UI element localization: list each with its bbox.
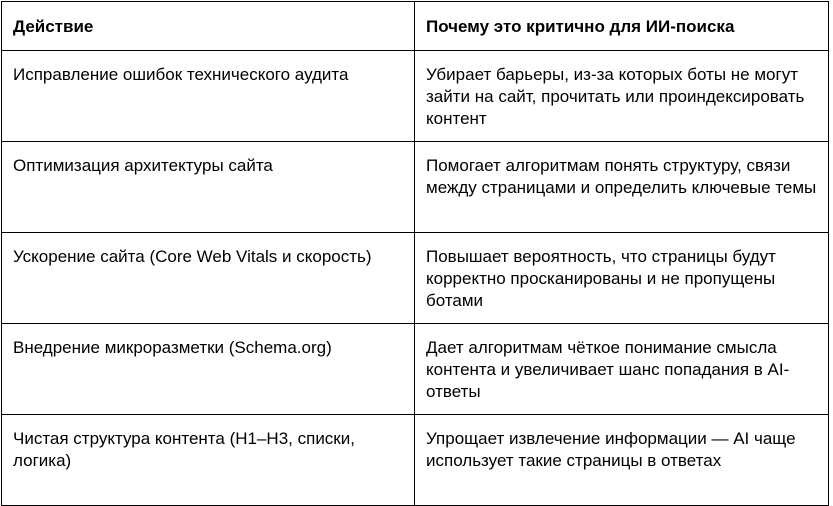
cell-action: Исправление ошибок технического аудита — [2, 51, 415, 142]
cell-reason: Упрощает извлечение информации — AI чаще использует такие страницы в ответах — [415, 415, 829, 506]
cell-action: Чистая структура контента (H1–H3, списки, логика) — [2, 415, 415, 506]
table-row — [2, 142, 829, 233]
cell-action: Ускорение сайта (Core Web Vitals и скорость) — [2, 233, 415, 324]
table-header-row — [2, 2, 829, 51]
table-row — [2, 233, 829, 324]
cell-action: Внедрение микроразметки (Schema.org) — [2, 324, 415, 415]
header-action: Действие — [2, 2, 415, 51]
cell-reason: Помогает алгоритмам понять структуру, связи между страницами и определить ключевые темы — [415, 142, 829, 233]
cell-reason: Повышает вероятность, что страницы будут корректно просканированы и не пропущены ботами — [415, 233, 829, 324]
cell-reason: Убирает барьеры, из-за которых боты не могут зайти на сайт, прочитать или проиндексировать контент — [415, 51, 829, 142]
table-row — [2, 415, 829, 506]
table-row — [2, 324, 829, 415]
header-reason: Почему это критично для ИИ-поиска — [415, 2, 829, 51]
cell-action: Оптимизация архитектуры сайта — [2, 142, 415, 233]
table-row — [2, 51, 829, 142]
cell-reason: Дает алгоритмам чёткое понимание смысла контента и увеличивает шанс попадания в AI-ответы — [415, 324, 829, 415]
action-reason-table — [1, 1, 829, 506]
